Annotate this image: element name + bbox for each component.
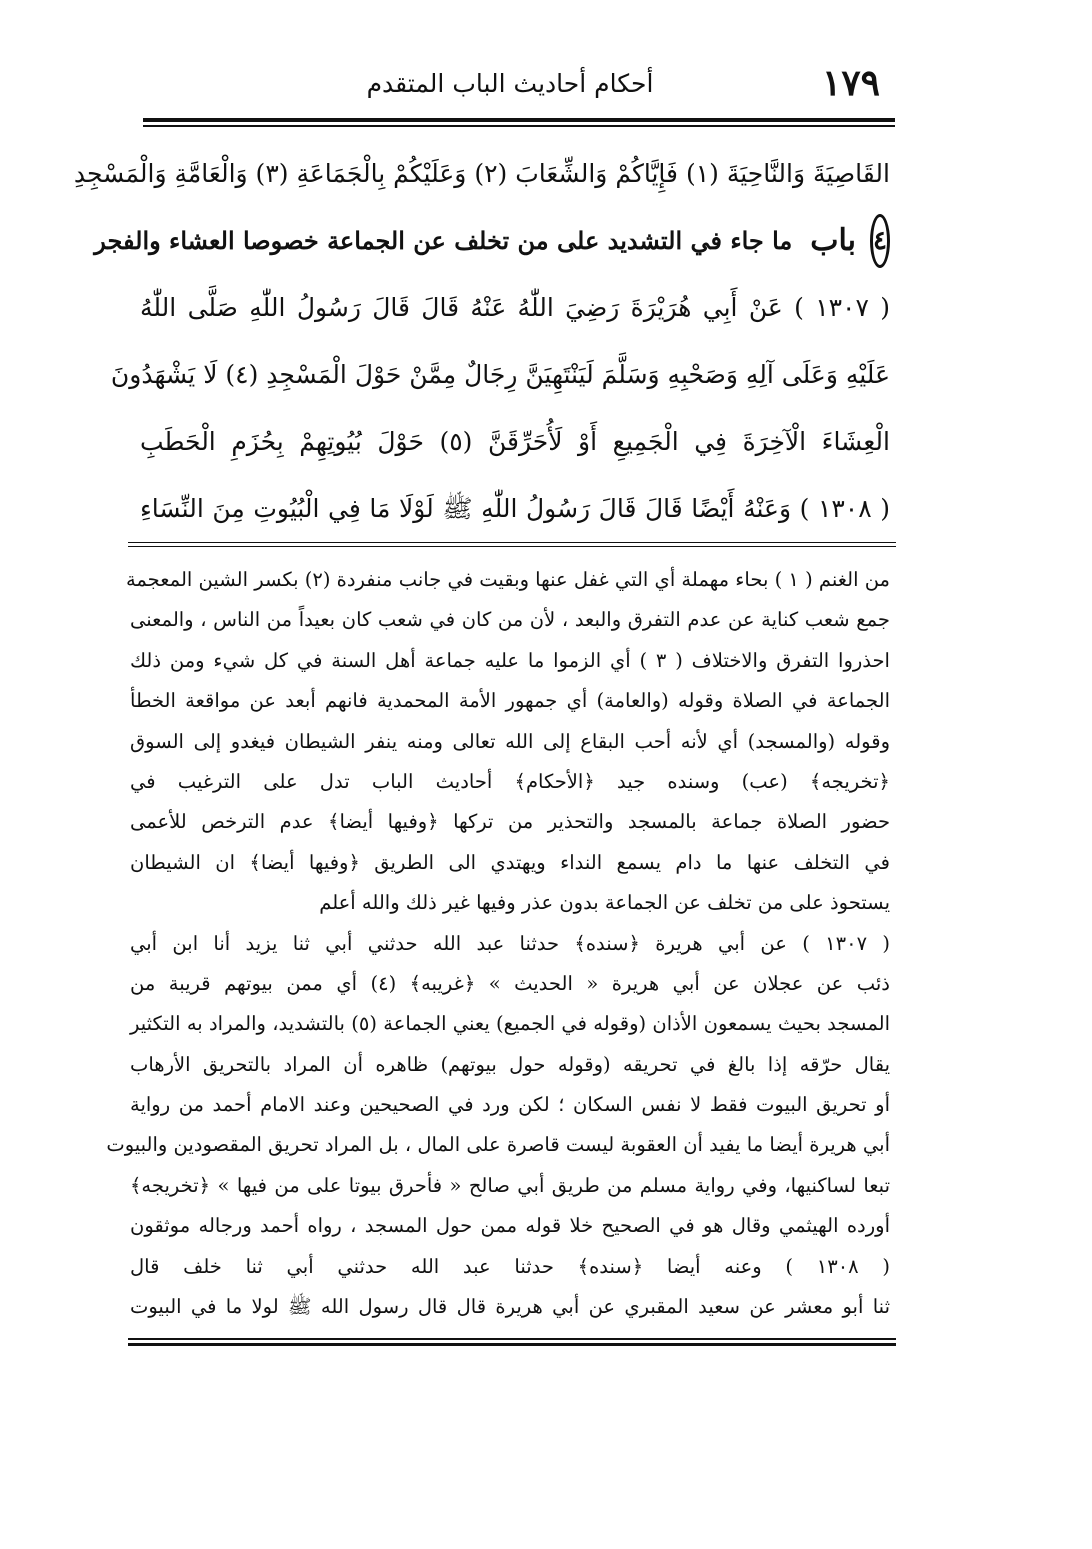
commentary	[106, 560, 891, 1327]
commentary-line: في التخلف عنها ما دام يسمع النداء ويهتدي الى الطريق ﴿وفيها أيضا﴾ ان الشيطان	[130, 850, 890, 874]
footer-rule-thin	[128, 1338, 896, 1340]
commentary-line: الجماعة في الصلاة وقوله (والعامة) أي جمهور الأمة المحمدية فانهم أبعد عن مواقعة الخطأ	[130, 689, 890, 713]
commentary-line: من الغنم ( ١ ) بحاء مهملة أي التي غفل عنها وبقيت في جانب منفردة (٢) بكسر الشين المعجمة	[125, 568, 890, 591]
commentary-line: وقوله (والمسجد) أي لأنه أحب البقاع إلى الله تعالى ومنه ينفر الشيطان فيغدو إلى السوق	[130, 729, 890, 753]
commentary-line: ذئب عن عجلان عن أبي هريرة « الحديث » ﴿غريبه﴾ (٤) أي ممن بيوتهم قريبة من	[130, 971, 890, 995]
commentary-line: أورده الهيثمي وقال هو في الصحيح خلا قوله ممن حول المسجد ، رواه أحمد ورجاله موثقون	[130, 1214, 890, 1238]
chapter-prefix: باب	[810, 223, 857, 258]
main-line: الْعِشَاءَ الْآخِرَةَ فِي الْجَمِيعِ أَوْ لَأُحَرِّقَنَّ (٥) حَوْلَ بُيُوتِهِمْ بِحُزَمِ الْحَطَبِ	[140, 427, 890, 456]
main-line: عَلَيْهِ وَعَلَى آلِهِ وَصَحْبِهِ وَسَلَّمَ لَيَنْتَهِيَنَّ رِجَالٌ مِمَّنْ حَوْلَ الْمَسْجِدِ (٤) لَا يَشْهَدُونَ	[110, 360, 890, 389]
main-line: القَاصِيَةَ وَالنَّاحِيَةَ (١) فَإِيَّاكُمْ وَالشِّعَابَ (٢) وَعَلَيْكُمْ بِالْجَمَاعَةِ (٣) وَالْعَامَّةِ وَالْمَسْجِدِ	[73, 159, 890, 188]
page-header	[140, 58, 880, 108]
running-title: أحكام أحاديث الباب المتقدم	[366, 69, 654, 98]
commentary-line: أبي هريرة أيضا ما يفيد أن العقوبة ليست قاصرة على المال ، بل المراد تحريق المقصودين والبيوت	[106, 1133, 890, 1157]
header-rule-thin	[143, 125, 895, 127]
chapter-heading	[94, 207, 890, 274]
chapter-number: ٤	[870, 214, 890, 268]
commentary-line: احذروا التفرق والاختلاف ( ٣ ) أي الزموا ما عليه جماعة أهل السنة في كل شيء ومن ذلك	[130, 648, 890, 672]
main-line: ( ١٣٠٧ ) عَنْ أَبِي هُرَيْرَةَ رَضِيَ اللّٰهُ عَنْهُ قَالَ قَالَ رَسُولُ اللّٰهِ صَلَّى اللّٰهُ	[140, 293, 891, 322]
commentary-line: يستحوذ على من تخلف عن الجماعة بدون عذر وفيها غير ذلك والله أعلم	[319, 891, 890, 915]
chapter-title: ما جاء في التشديد على من تخلف عن الجماعة خصوصا العشاء والفجر	[94, 226, 793, 255]
section-divider	[128, 546, 896, 547]
header-rule-thick	[143, 118, 895, 122]
main-line: ( ١٣٠٨ ) وَعَنْهُ أَيْضًا قَالَ قَالَ رَسُولُ اللّٰهِ ﷺ لَوْلَا مَا فِي الْبُيُوتِ مِنَ النِّسَاءِ	[140, 494, 891, 523]
commentary-line: ﴿تخريجه﴾ (عب) وسنده جيد ﴿الأحكام﴾ أحاديث الباب تدل على الترغيب في	[130, 769, 890, 793]
commentary-line: ( ١٣٠٨ ) وعنه أيضا ﴿سنده﴾ حدثنا عبد الله حدثني أبي ثنا خلف قال	[130, 1254, 890, 1278]
commentary-line: ( ١٣٠٧ ) عن أبي هريرة ﴿سنده﴾ حدثنا عبد الله حدثني أبي ثنا يزيد أنا ابن أبي	[130, 931, 890, 955]
commentary-line: جمع شعب كناية عن عدم التفرق والبعد ، لأن من كان في شعب كان بعيداً من الناس ، والمعنى	[130, 608, 890, 632]
commentary-line: أو تحريق البيوت فقط لا نفس السكان ؛ لكن ورد في الصحيحين وعند الامام أحمد من رواية	[130, 1093, 890, 1117]
section-divider	[128, 542, 896, 543]
commentary-line: يقال حرّقه إذا بالغ في تحريقه (وقوله حول بيوتهم) ظاهره أن المراد بالتحريق الأرهاب	[130, 1052, 890, 1076]
commentary-line: المسجد بحيث يسمعون الأذان (وقوله في الجميع) يعني الجماعة (٥) بالتشديد، والمراد به التكثير	[130, 1012, 891, 1036]
hadith-text	[73, 140, 891, 542]
commentary-line: حضور الصلاة جماعة بالمسجد والتحذير من تركها ﴿وفيها أيضا﴾ عدم الترخص للأعمى	[130, 810, 890, 834]
commentary-line: تبعا لساكنيها، وفي رواية مسلم من طريق أبي صالح « فأحرق بيوتا على من فيها » ﴿تخريجه﴾	[130, 1173, 890, 1197]
footer-rule-thick	[128, 1343, 896, 1346]
commentary-line: ثنا أبو معشر عن سعيد المقبري عن أبي هريرة قال قال رسول الله ﷺ لولا ما في البيوت	[130, 1295, 890, 1319]
page-number: ١٧٩	[821, 62, 880, 104]
